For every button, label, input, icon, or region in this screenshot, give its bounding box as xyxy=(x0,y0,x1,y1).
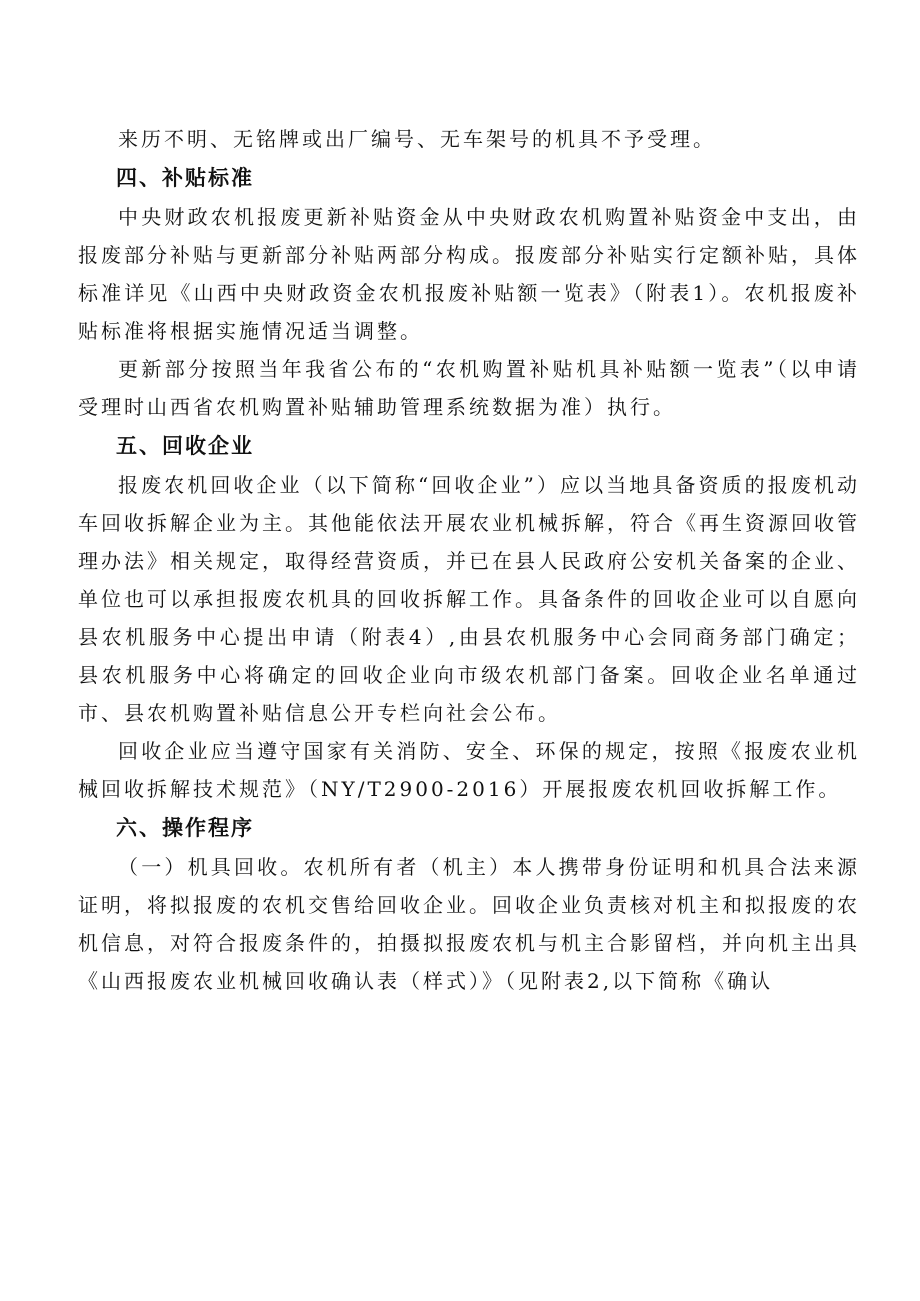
section-heading-subsidy-standard: 四、补贴标准 xyxy=(116,166,254,190)
paragraph-continuation: 来历不明、无铭牌或出厂编号、无车架号的机具不予受理。 xyxy=(118,127,716,151)
section-heading-procedure: 六、操作程序 xyxy=(116,816,254,840)
paragraph-recycling-compliance: 回收企业应当遵守国家有关消防、安全、环保的规定，按照《报废农业机械回收拆解技术规范》（NY/T2900-2016）开展报废农机回收拆解工作。 xyxy=(78,739,860,801)
paragraph-recycling-enterprise: 报废农机回收企业（以下简称“回收企业”）应以当地具备资质的报废机动车回收拆解企业为主。其他能依法开展农业机械拆解，符合《再生资源回收管理办法》相关规定，取得经营资质，并已在县人民政府公安机关备案的企业、单位也可以承担报废农机具的回收拆解工作。具备条件的回收企业可以自愿向县农机服务中心提出申请（附表4）,由县农机服务中心会同商务部门确定；县农机服务中心将确定的回收企业向市级农机部门备案。回收企业名单通过市、县农机购置补贴信息公开专栏向社会公布。 xyxy=(78,473,860,725)
paragraph-subsidy-funding: 中央财政农机报废更新补贴资金从中央财政农机购置补贴资金中支出，由报废部分补贴与更新部分补贴两部分构成。报废部分补贴实行定额补贴，具体标准详见《山西中央财政资金农机报废补贴额一览表》（附表1）。农机报废补贴标准将根据实施情况适当调整。 xyxy=(78,205,860,343)
section-heading-recycling-enterprise: 五、回收企业 xyxy=(116,434,254,458)
paragraph-update-portion: 更新部分按照当年我省公布的“农机购置补贴机具补贴额一览表”（以申请受理时山西省农机购置补贴辅助管理系统数据为准）执行。 xyxy=(78,357,860,419)
paragraph-machine-recycling: （一）机具回收。农机所有者（机主）本人携带身份证明和机具合法来源证明，将拟报废的农机交售给回收企业。回收企业负责核对机主和拟报废的农机信息，对符合报废条件的，拍摄拟报废农机与机主合影留档，并向机主出具《山西报废农业机械回收确认表（样式）》（见附表2,以下简称《确认 xyxy=(78,855,860,993)
document-body xyxy=(78,120,860,1000)
